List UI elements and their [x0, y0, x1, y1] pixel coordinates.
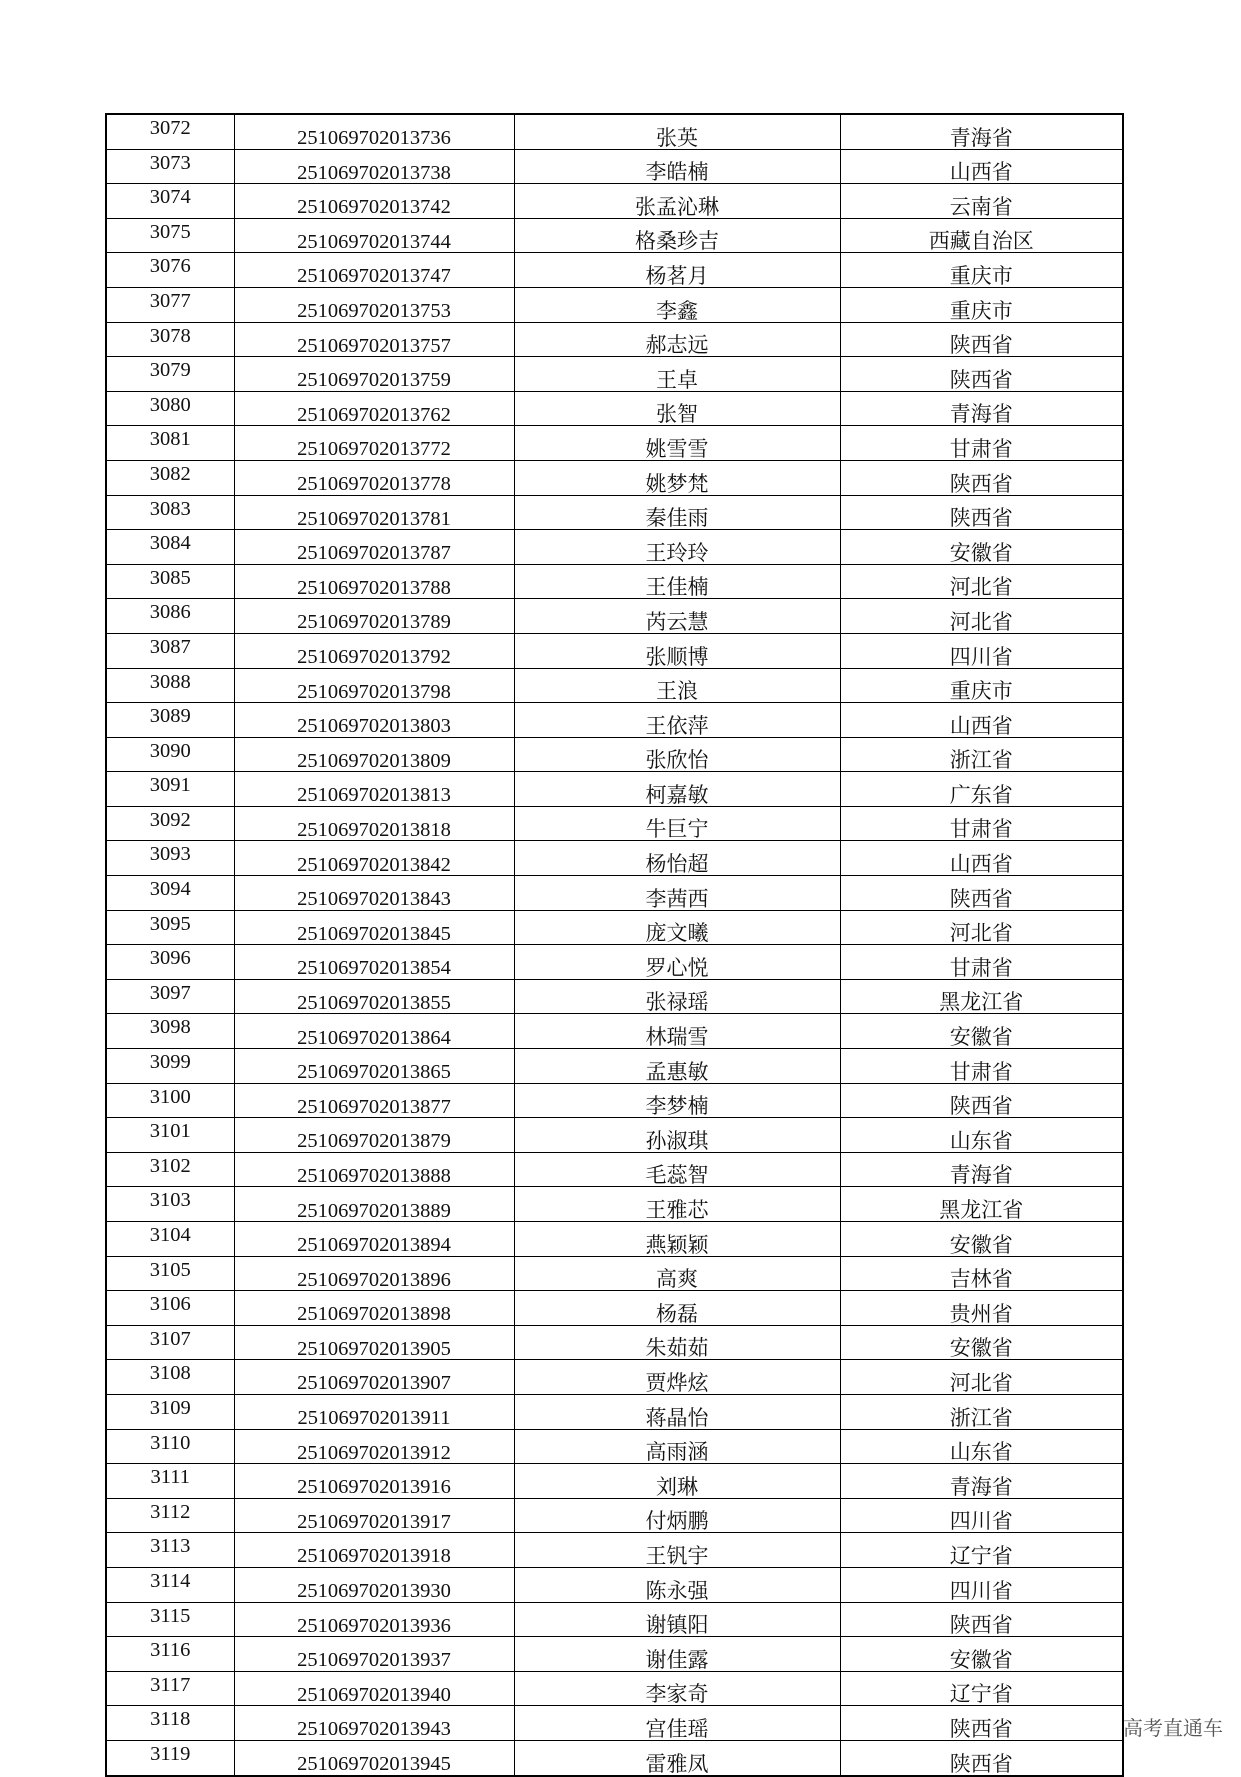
table-row: [106, 1360, 1123, 1395]
seq-number-cell: 3092: [106, 806, 234, 841]
seq-number-cell: 3072: [106, 114, 234, 149]
seq-number-cell: 3109: [106, 1394, 234, 1429]
name-cell: 王依萍: [514, 703, 840, 738]
candidate-id-cell: 251069702013742: [234, 184, 514, 219]
region-cell: 青海省: [840, 391, 1123, 426]
name-cell: 张禄瑶: [514, 979, 840, 1014]
table-row: [106, 737, 1123, 772]
name-cell: 雷雅凤: [514, 1740, 840, 1775]
name-cell: 蒋晶怡: [514, 1394, 840, 1429]
region-cell: 重庆市: [840, 668, 1123, 703]
table-row: [106, 357, 1123, 392]
table-row: [106, 564, 1123, 599]
region-cell: 云南省: [840, 184, 1123, 219]
name-cell: 姚雪雪: [514, 426, 840, 461]
candidate-id-cell: 251069702013803: [234, 703, 514, 738]
table-row: [106, 1602, 1123, 1637]
table-row: [106, 772, 1123, 807]
table-row: [106, 1256, 1123, 1291]
region-cell: 山东省: [840, 1429, 1123, 1464]
seq-number-cell: 3080: [106, 391, 234, 426]
region-cell: 青海省: [840, 114, 1123, 149]
candidate-id-cell: 251069702013744: [234, 218, 514, 253]
region-cell: 陕西省: [840, 357, 1123, 392]
name-cell: 王佳楠: [514, 564, 840, 599]
candidate-id-cell: 251069702013788: [234, 564, 514, 599]
seq-number-cell: 3117: [106, 1671, 234, 1706]
name-cell: 朱茹茹: [514, 1325, 840, 1360]
name-cell: 李梦楠: [514, 1083, 840, 1118]
region-cell: 西藏自治区: [840, 218, 1123, 253]
region-cell: 青海省: [840, 1464, 1123, 1499]
name-cell: 罗心悦: [514, 945, 840, 980]
candidate-id-cell: 251069702013759: [234, 357, 514, 392]
name-cell: 庞文曦: [514, 910, 840, 945]
candidate-id-cell: 251069702013912: [234, 1429, 514, 1464]
candidate-id-cell: 251069702013792: [234, 633, 514, 668]
name-cell: 张欣怡: [514, 737, 840, 772]
name-cell: 谢镇阳: [514, 1602, 840, 1637]
seq-number-cell: 3113: [106, 1533, 234, 1568]
seq-number-cell: 3104: [106, 1222, 234, 1257]
candidate-id-cell: 251069702013809: [234, 737, 514, 772]
table-row: [106, 1533, 1123, 1568]
table-row: [106, 1152, 1123, 1187]
candidate-id-cell: 251069702013930: [234, 1567, 514, 1602]
region-cell: 山西省: [840, 841, 1123, 876]
candidate-id-cell: 251069702013818: [234, 806, 514, 841]
name-cell: 姚梦梵: [514, 460, 840, 495]
region-cell: 河北省: [840, 599, 1123, 634]
candidate-id-cell: 251069702013854: [234, 945, 514, 980]
table-row: [106, 1083, 1123, 1118]
candidate-id-cell: 251069702013894: [234, 1222, 514, 1257]
seq-number-cell: 3116: [106, 1637, 234, 1672]
name-cell: 张智: [514, 391, 840, 426]
candidate-id-cell: 251069702013940: [234, 1671, 514, 1706]
name-cell: 李皓楠: [514, 149, 840, 184]
name-cell: 王玲玲: [514, 530, 840, 565]
region-cell: 广东省: [840, 772, 1123, 807]
seq-number-cell: 3099: [106, 1049, 234, 1084]
table-row: [106, 1014, 1123, 1049]
name-cell: 高爽: [514, 1256, 840, 1291]
table-row: [106, 1637, 1123, 1672]
seq-number-cell: 3101: [106, 1118, 234, 1153]
name-cell: 杨磊: [514, 1291, 840, 1326]
region-cell: 山西省: [840, 149, 1123, 184]
region-cell: 辽宁省: [840, 1671, 1123, 1706]
candidate-id-cell: 251069702013898: [234, 1291, 514, 1326]
seq-number-cell: 3106: [106, 1291, 234, 1326]
candidate-id-cell: 251069702013879: [234, 1118, 514, 1153]
region-cell: 吉林省: [840, 1256, 1123, 1291]
seq-number-cell: 3083: [106, 495, 234, 530]
candidate-id-cell: 251069702013757: [234, 322, 514, 357]
table-row: [106, 1429, 1123, 1464]
candidate-id-cell: 251069702013911: [234, 1394, 514, 1429]
seq-number-cell: 3102: [106, 1152, 234, 1187]
region-cell: 河北省: [840, 1360, 1123, 1395]
seq-number-cell: 3112: [106, 1498, 234, 1533]
seq-number-cell: 3093: [106, 841, 234, 876]
seq-number-cell: 3118: [106, 1706, 234, 1741]
region-cell: 安徽省: [840, 1637, 1123, 1672]
name-cell: 陈永强: [514, 1567, 840, 1602]
region-cell: 四川省: [840, 1567, 1123, 1602]
watermark: 高考直通车: [1123, 1716, 1223, 1740]
candidate-id-cell: 251069702013789: [234, 599, 514, 634]
table-row: [106, 876, 1123, 911]
roster-table: [105, 113, 1124, 1777]
name-cell: 刘琳: [514, 1464, 840, 1499]
region-cell: 辽宁省: [840, 1533, 1123, 1568]
seq-number-cell: 3115: [106, 1602, 234, 1637]
table-row: [106, 149, 1123, 184]
table-row: [106, 426, 1123, 461]
name-cell: 杨怡超: [514, 841, 840, 876]
region-cell: 山西省: [840, 703, 1123, 738]
candidate-id-cell: 251069702013896: [234, 1256, 514, 1291]
region-cell: 河北省: [840, 910, 1123, 945]
name-cell: 张孟沁琳: [514, 184, 840, 219]
candidate-id-cell: 251069702013936: [234, 1602, 514, 1637]
name-cell: 柯嘉敏: [514, 772, 840, 807]
candidate-id-cell: 251069702013877: [234, 1083, 514, 1118]
seq-number-cell: 3073: [106, 149, 234, 184]
table-row: [106, 287, 1123, 322]
candidate-id-cell: 251069702013778: [234, 460, 514, 495]
seq-number-cell: 3082: [106, 460, 234, 495]
name-cell: 秦佳雨: [514, 495, 840, 530]
table-row: [106, 1567, 1123, 1602]
table-row: [106, 391, 1123, 426]
seq-number-cell: 3094: [106, 876, 234, 911]
region-cell: 陕西省: [840, 1602, 1123, 1637]
region-cell: 陕西省: [840, 876, 1123, 911]
candidate-id-cell: 251069702013798: [234, 668, 514, 703]
region-cell: 重庆市: [840, 287, 1123, 322]
name-cell: 杨茗月: [514, 253, 840, 288]
seq-number-cell: 3119: [106, 1740, 234, 1775]
name-cell: 格桑珍吉: [514, 218, 840, 253]
table-row: [106, 599, 1123, 634]
table-row: [106, 633, 1123, 668]
table-row: [106, 1325, 1123, 1360]
table-row: [106, 184, 1123, 219]
candidate-id-cell: 251069702013888: [234, 1152, 514, 1187]
seq-number-cell: 3087: [106, 633, 234, 668]
candidate-id-cell: 251069702013762: [234, 391, 514, 426]
seq-number-cell: 3098: [106, 1014, 234, 1049]
name-cell: 毛蕊智: [514, 1152, 840, 1187]
seq-number-cell: 3108: [106, 1360, 234, 1395]
name-cell: 贾烨炫: [514, 1360, 840, 1395]
table-row: [106, 910, 1123, 945]
name-cell: 高雨涵: [514, 1429, 840, 1464]
region-cell: 重庆市: [840, 253, 1123, 288]
candidate-id-cell: 251069702013736: [234, 114, 514, 149]
seq-number-cell: 3097: [106, 979, 234, 1014]
seq-number-cell: 3095: [106, 910, 234, 945]
seq-number-cell: 3090: [106, 737, 234, 772]
seq-number-cell: 3089: [106, 703, 234, 738]
name-cell: 王钒宇: [514, 1533, 840, 1568]
seq-number-cell: 3081: [106, 426, 234, 461]
candidate-id-cell: 251069702013772: [234, 426, 514, 461]
candidate-id-cell: 251069702013845: [234, 910, 514, 945]
candidate-id-cell: 251069702013855: [234, 979, 514, 1014]
table-row: [106, 1740, 1123, 1775]
region-cell: 黑龙江省: [840, 979, 1123, 1014]
seq-number-cell: 3077: [106, 287, 234, 322]
candidate-id-cell: 251069702013738: [234, 149, 514, 184]
region-cell: 陕西省: [840, 1740, 1123, 1775]
candidate-id-cell: 251069702013787: [234, 530, 514, 565]
seq-number-cell: 3078: [106, 322, 234, 357]
candidate-id-cell: 251069702013842: [234, 841, 514, 876]
table-row: [106, 1394, 1123, 1429]
candidate-id-cell: 251069702013945: [234, 1740, 514, 1775]
region-cell: 安徽省: [840, 1014, 1123, 1049]
region-cell: 四川省: [840, 1498, 1123, 1533]
name-cell: 孟惠敏: [514, 1049, 840, 1084]
name-cell: 孙淑琪: [514, 1118, 840, 1153]
candidate-id-cell: 251069702013843: [234, 876, 514, 911]
candidate-id-cell: 251069702013918: [234, 1533, 514, 1568]
region-cell: 安徽省: [840, 1325, 1123, 1360]
name-cell: 付炳鹏: [514, 1498, 840, 1533]
table-row: [106, 668, 1123, 703]
table-row: [106, 1498, 1123, 1533]
seq-number-cell: 3091: [106, 772, 234, 807]
name-cell: 李茜西: [514, 876, 840, 911]
region-cell: 安徽省: [840, 530, 1123, 565]
seq-number-cell: 3086: [106, 599, 234, 634]
table-row: [106, 841, 1123, 876]
table-row: [106, 322, 1123, 357]
name-cell: 郝志远: [514, 322, 840, 357]
region-cell: 山东省: [840, 1118, 1123, 1153]
table-row: [106, 218, 1123, 253]
seq-number-cell: 3074: [106, 184, 234, 219]
seq-number-cell: 3105: [106, 1256, 234, 1291]
name-cell: 张英: [514, 114, 840, 149]
name-cell: 王雅芯: [514, 1187, 840, 1222]
candidate-id-cell: 251069702013943: [234, 1706, 514, 1741]
table-row: [106, 1187, 1123, 1222]
table-row: [106, 253, 1123, 288]
candidate-id-cell: 251069702013907: [234, 1360, 514, 1395]
seq-number-cell: 3107: [106, 1325, 234, 1360]
table-row: [106, 460, 1123, 495]
candidate-id-cell: 251069702013865: [234, 1049, 514, 1084]
table-row: [106, 530, 1123, 565]
region-cell: 贵州省: [840, 1291, 1123, 1326]
seq-number-cell: 3076: [106, 253, 234, 288]
candidate-id-cell: 251069702013937: [234, 1637, 514, 1672]
table-row: [106, 1671, 1123, 1706]
table-row: [106, 114, 1123, 149]
seq-number-cell: 3075: [106, 218, 234, 253]
name-cell: 芮云慧: [514, 599, 840, 634]
name-cell: 牛巨宁: [514, 806, 840, 841]
region-cell: 浙江省: [840, 737, 1123, 772]
candidate-id-cell: 251069702013747: [234, 253, 514, 288]
seq-number-cell: 3103: [106, 1187, 234, 1222]
name-cell: 燕颖颖: [514, 1222, 840, 1257]
name-cell: 宫佳瑶: [514, 1706, 840, 1741]
region-cell: 甘肃省: [840, 806, 1123, 841]
name-cell: 王卓: [514, 357, 840, 392]
candidate-id-cell: 251069702013753: [234, 287, 514, 322]
region-cell: 陕西省: [840, 322, 1123, 357]
candidate-id-cell: 251069702013905: [234, 1325, 514, 1360]
candidate-id-cell: 251069702013781: [234, 495, 514, 530]
name-cell: 谢佳露: [514, 1637, 840, 1672]
table-row: [106, 1291, 1123, 1326]
region-cell: 青海省: [840, 1152, 1123, 1187]
seq-number-cell: 3079: [106, 357, 234, 392]
seq-number-cell: 3100: [106, 1083, 234, 1118]
region-cell: 陕西省: [840, 1706, 1123, 1741]
region-cell: 陕西省: [840, 1083, 1123, 1118]
table-row: [106, 979, 1123, 1014]
table-row: [106, 806, 1123, 841]
seq-number-cell: 3085: [106, 564, 234, 599]
roster-body: [106, 114, 1123, 1776]
table-row: [106, 945, 1123, 980]
name-cell: 王浪: [514, 668, 840, 703]
region-cell: 陕西省: [840, 460, 1123, 495]
name-cell: 李家奇: [514, 1671, 840, 1706]
table-row: [106, 703, 1123, 738]
seq-number-cell: 3084: [106, 530, 234, 565]
region-cell: 黑龙江省: [840, 1187, 1123, 1222]
candidate-id-cell: 251069702013889: [234, 1187, 514, 1222]
table-row: [106, 1464, 1123, 1499]
region-cell: 四川省: [840, 633, 1123, 668]
seq-number-cell: 3088: [106, 668, 234, 703]
name-cell: 林瑞雪: [514, 1014, 840, 1049]
seq-number-cell: 3111: [106, 1464, 234, 1499]
region-cell: 安徽省: [840, 1222, 1123, 1257]
table-row: [106, 1049, 1123, 1084]
table-row: [106, 495, 1123, 530]
name-cell: 张顺博: [514, 633, 840, 668]
region-cell: 甘肃省: [840, 1049, 1123, 1084]
seq-number-cell: 3096: [106, 945, 234, 980]
name-cell: 李鑫: [514, 287, 840, 322]
region-cell: 浙江省: [840, 1394, 1123, 1429]
candidate-id-cell: 251069702013916: [234, 1464, 514, 1499]
table-row: [106, 1118, 1123, 1153]
table-row: [106, 1706, 1123, 1741]
region-cell: 甘肃省: [840, 945, 1123, 980]
seq-number-cell: 3114: [106, 1567, 234, 1602]
seq-number-cell: 3110: [106, 1429, 234, 1464]
candidate-id-cell: 251069702013813: [234, 772, 514, 807]
candidate-id-cell: 251069702013917: [234, 1498, 514, 1533]
region-cell: 河北省: [840, 564, 1123, 599]
region-cell: 陕西省: [840, 495, 1123, 530]
table-row: [106, 1222, 1123, 1257]
candidate-id-cell: 251069702013864: [234, 1014, 514, 1049]
region-cell: 甘肃省: [840, 426, 1123, 461]
